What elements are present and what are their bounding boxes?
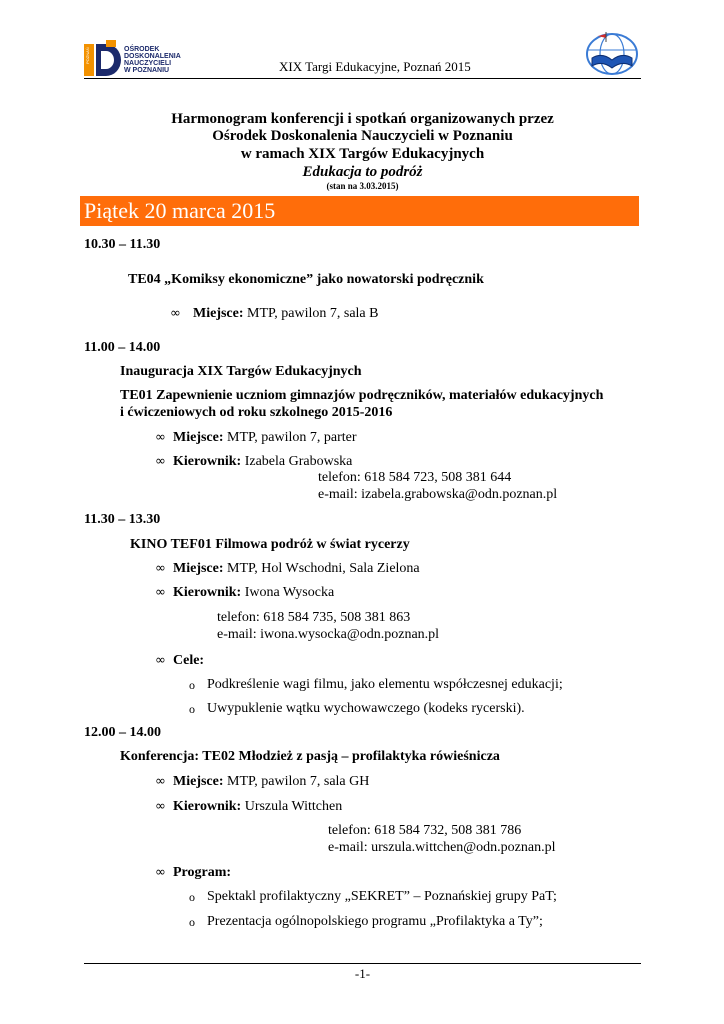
place-value: MTP, pawilon 7, sala GH [227, 774, 370, 789]
place-value: MTP, pawilon 7, parter [227, 430, 357, 445]
event-3-goal-2: Uwypuklenie wątku wychowawczego (kodeks rycerski). [207, 701, 525, 716]
event-2-manager-bullet: ∞ [155, 454, 166, 469]
book-globe-icon [584, 28, 640, 76]
page-number: -1- [354, 966, 371, 981]
event-2-manager [173, 453, 352, 470]
event-4-program-label: Program: [173, 865, 232, 880]
title-line-1: Harmonogram konferencji i spotkań organizowanych przez [171, 111, 554, 127]
event-4-program-1: Spektakl profilaktyczny „SEKRET” – Poznańskiej grupy PaT; [207, 889, 557, 904]
event-3-goal-1-bullet: o [189, 678, 195, 692]
event-2-title-b1: TE01 Zapewnienie uczniom gimnazjów podręczników, materiałów edukacyjnych [120, 388, 604, 403]
status-note: (stan na 3.03.2015) [326, 181, 399, 191]
event-1-place [193, 305, 378, 322]
event-1-time: 10.30 – 11.30 [84, 237, 161, 252]
event-3-place-bullet: ∞ [155, 561, 166, 576]
header-title: XIX Targi Edukacyjne, Poznań 2015 [279, 59, 471, 74]
odn-logo [84, 40, 182, 78]
event-3-time: 11.30 – 13.30 [84, 512, 161, 527]
event-1-place-bullet: ∞ [170, 306, 181, 321]
event-4-program-bullet: ∞ [155, 865, 166, 880]
event-3-email: e-mail: iwona.wysocka@odn.poznan.pl [217, 627, 440, 642]
footer-divider [84, 963, 641, 964]
manager-label: Kierownik: [173, 585, 242, 600]
manager-value: Urszula Wittchen [244, 799, 343, 814]
fair-logo [584, 28, 640, 76]
odn-logo-text: OŚRODEK DOSKONALENIA NAUCZYCIELI W POZNANIU [124, 46, 181, 74]
event-2-phone: telefon: 618 584 723, 508 381 644 [318, 470, 512, 485]
event-4-title: Konferencja: TE02 Młodzież z pasją – profilaktyka rówieśnicza [120, 749, 500, 764]
place-label: Miejsce: [173, 774, 224, 789]
event-3-manager-bullet: ∞ [155, 585, 166, 600]
event-3-goal-2-bullet: o [189, 702, 195, 716]
event-4-program-2-bullet: o [189, 915, 195, 929]
subtitle: Edukacja to podróż [302, 164, 423, 180]
event-4-program-1-bullet: o [189, 890, 195, 904]
event-3-manager [173, 584, 334, 601]
event-3-goals-bullet: ∞ [155, 653, 166, 668]
event-2-place-bullet: ∞ [155, 430, 166, 445]
event-4-place-bullet: ∞ [155, 774, 166, 789]
event-4-manager [173, 798, 342, 815]
day-banner-text: Piątek 20 marca 2015 [84, 198, 276, 223]
place-value: MTP, pawilon 7, sala B [247, 306, 379, 321]
event-4-time: 12.00 – 14.00 [84, 725, 161, 740]
place-value: MTP, Hol Wschodni, Sala Zielona [227, 561, 420, 576]
event-2-title-b2: i ćwiczeniowych od roku szkolnego 2015-2016 [120, 405, 393, 420]
day-banner [80, 196, 639, 226]
event-4-program-2: Prezentacja ogólnopolskiego programu „Profilaktyka a Ty”; [207, 914, 543, 929]
event-1-title: TE04 „Komiksy ekonomiczne” jako nowatorski podręcznik [128, 272, 484, 287]
manager-label: Kierownik: [173, 454, 242, 469]
event-4-manager-bullet: ∞ [155, 799, 166, 814]
event-3-goals-label: Cele: [173, 653, 205, 668]
event-3-phone: telefon: 618 584 735, 508 381 863 [217, 610, 411, 625]
manager-value: Izabela Grabowska [244, 454, 353, 469]
place-label: Miejsce: [173, 561, 224, 576]
event-4-phone: telefon: 618 584 732, 508 381 786 [328, 823, 522, 838]
event-2-time: 11.00 – 14.00 [84, 340, 161, 355]
event-3-place [173, 560, 420, 577]
odn-logo-icon [84, 40, 124, 78]
event-4-place [173, 773, 369, 790]
place-label: Miejsce: [173, 430, 224, 445]
title-line-2: Ośrodek Doskonalenia Nauczycieli w Poznaniu [212, 128, 513, 144]
event-3-goal-1: Podkreślenie wagi filmu, jako elementu współczesnej edukacji; [207, 677, 563, 692]
place-label: Miejsce: [193, 306, 244, 321]
event-2-place [173, 429, 357, 446]
odn-logo-vertical-text: POZNAŃ [85, 47, 90, 64]
title-line-3: w ramach XIX Targów Edukacyjnych [240, 146, 485, 162]
manager-value: Iwona Wysocka [244, 585, 335, 600]
manager-label: Kierownik: [173, 799, 242, 814]
header-divider [84, 78, 641, 79]
event-3-title: KINO TEF01 Filmowa podróż w świat rycerzy [130, 537, 410, 552]
event-2-email: e-mail: izabela.grabowska@odn.poznan.pl [318, 487, 558, 502]
event-4-email: e-mail: urszula.wittchen@odn.poznan.pl [328, 840, 556, 855]
event-2-title-a: Inauguracja XIX Targów Edukacyjnych [120, 364, 362, 379]
